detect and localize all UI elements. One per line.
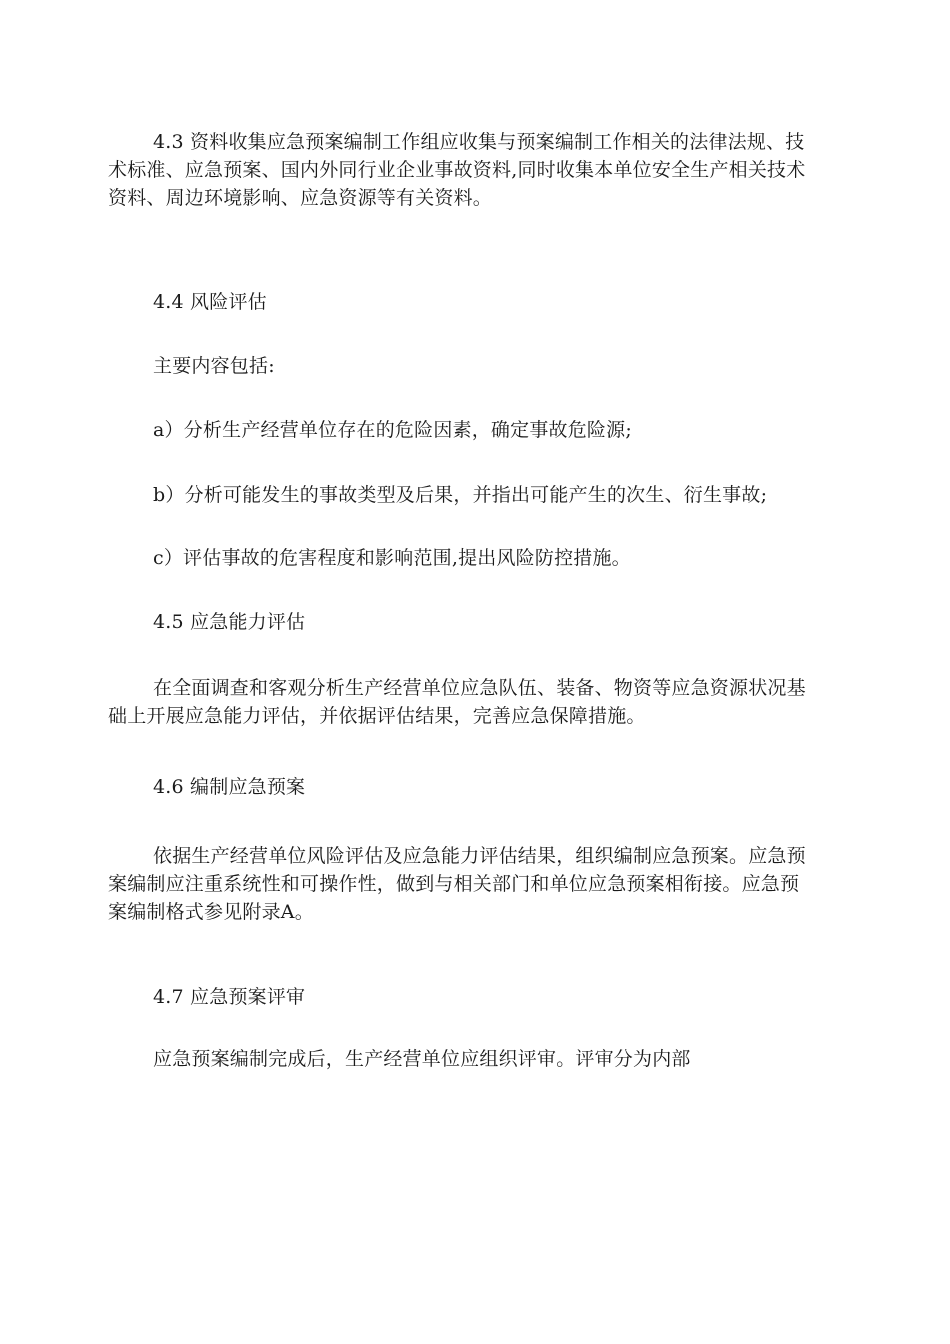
text-line: 应急预案编制完成后，生产经营单位应组织评审。评审分为内部 [153,1048,691,1070]
heading-4-4 [153,288,853,316]
paragraph-main-content [153,352,853,380]
text-line: 础上开展应急能力评估，并依据评估结果，完善应急保障措施。 [108,705,646,727]
text-line: 案编制格式参见附录A。 [108,901,314,923]
section-heading: 4.6 编制应急预案 [153,776,306,798]
heading-4-6 [153,773,853,801]
text-line: a）分析生产经营单位存在的危险因素，确定事故危险源; [153,419,632,441]
section-heading: 4.7 应急预案评审 [153,986,306,1008]
text-line: 资料、周边环境影响、应急资源等有关资料。 [108,187,493,209]
paragraph-4-6 [108,842,853,926]
paragraph-4-7 [153,1045,853,1073]
paragraph-4-3 [108,128,853,212]
heading-4-7 [153,983,853,1011]
list-item-a [153,416,853,444]
paragraph-4-5 [108,674,853,730]
text-line: 术标准、应急预案、国内外同行业企业事故资料,同时收集本单位安全生产相关技术 [108,159,806,181]
list-item-b [153,481,853,509]
text-line: 在全面调查和客观分析生产经营单位应急队伍、装备、物资等应急资源状况基 [153,677,806,699]
text-line: c）评估事故的危害程度和影响范围,提出风险防控措施。 [153,547,631,569]
text-line: 依据生产经营单位风险评估及应急能力评估结果，组织编制应急预案。应急预 [153,845,806,867]
section-heading: 4.5 应急能力评估 [153,611,306,633]
text-line: 主要内容包括: [153,355,275,377]
text-line: b）分析可能发生的事故类型及后果，并指出可能产生的次生、衍生事故; [153,484,768,506]
section-heading: 4.4 风险评估 [153,291,267,313]
text-line: 4.3 资料收集应急预案编制工作组应收集与预案编制工作相关的法律法规、技 [153,131,805,153]
text-line: 案编制应注重系统性和可操作性，做到与相关部门和单位应急预案相衔接。应急预 [108,873,800,895]
list-item-c [153,544,853,572]
heading-4-5 [153,608,853,636]
